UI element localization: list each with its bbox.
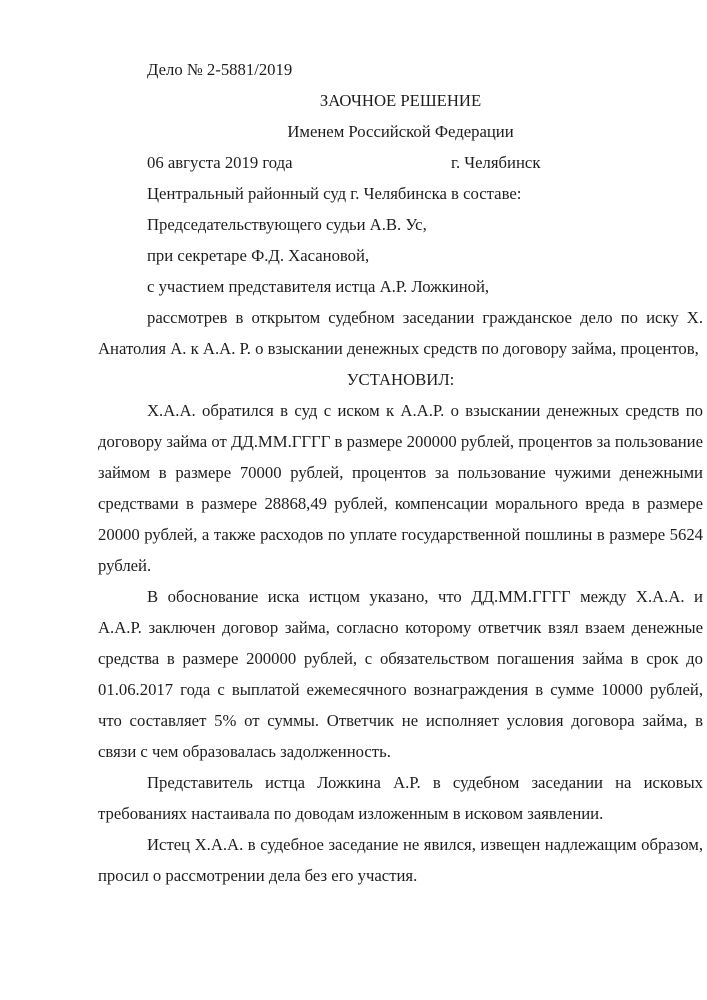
document-content [98, 0, 703, 891]
established-heading: УСТАНОВИЛ: [346, 370, 455, 389]
secretary-line: при секретаре Ф.Д. Хасановой, [147, 246, 370, 265]
body-paragraph-claim: Х.А.А. обратился в суд с иском к А.А.Р. о взыскании денежных средств по договору займа от ДД.ММ.ГГГГ в размере 200000 рублей, процентов за пользование займом в размере 70000 рублей, процентов за пользование чужими денежными средствами в размере 28868,49 рублей, компенсации морального вреда в размере 20000 рублей, а также расходов по уплате государственной пошлины в размере 5624 рублей. [98, 401, 703, 575]
presiding-judge-line: Председательствующего судьи А.В. Ус, [147, 215, 427, 234]
case-summary-paragraph: рассмотрев в открытом судебном заседании гражданское дело по иску Х. Анатолия А. к А.А. Р. о взыскании денежных средств по договору займа, процентов, [98, 308, 703, 358]
body-paragraph-representative-statement: Представитель истца Ложкина А.Р. в судебном заседании на исковых требованиях настаивала по доводам изложенным в исковом заявлении. [98, 773, 703, 823]
court-composition-line: Центральный районный суд г. Челябинска в составе: [147, 184, 522, 203]
body-paragraph-plaintiff-absence: Истец Х.А.А. в судебное заседание не явился, извещен надлежащим образом, просил о рассмотрении дела без его участия. [98, 835, 703, 885]
date-city-line [98, 147, 703, 178]
plaintiff-representative-line: с участием представителя истца А.Р. Ложкиной, [147, 277, 490, 296]
body-paragraph-justification: В обоснование иска истцом указано, что ДД.ММ.ГГГГ между Х.А.А. и А.А.Р. заключен договор займа, согласно которому ответчик взял взаем денежные средства в размере 200000 рублей, с обязательством погашения займа в срок до 01.06.2017 года с выплатой ежемесячного вознаграждения в сумме 10000 рублей, что составляет 5% от суммы. Ответчик не исполняет условия договора займа, в связи с чем образовалась задолженность. [98, 587, 703, 761]
case-number: Дело № 2-5881/2019 [147, 60, 293, 79]
decision-title: ЗАОЧНОЕ РЕШЕНИЕ [319, 91, 482, 110]
decision-city: г. Челябинск [451, 153, 541, 172]
decision-date: 06 августа 2019 года [147, 153, 293, 172]
decision-subtitle: Именем Российской Федерации [287, 122, 514, 141]
